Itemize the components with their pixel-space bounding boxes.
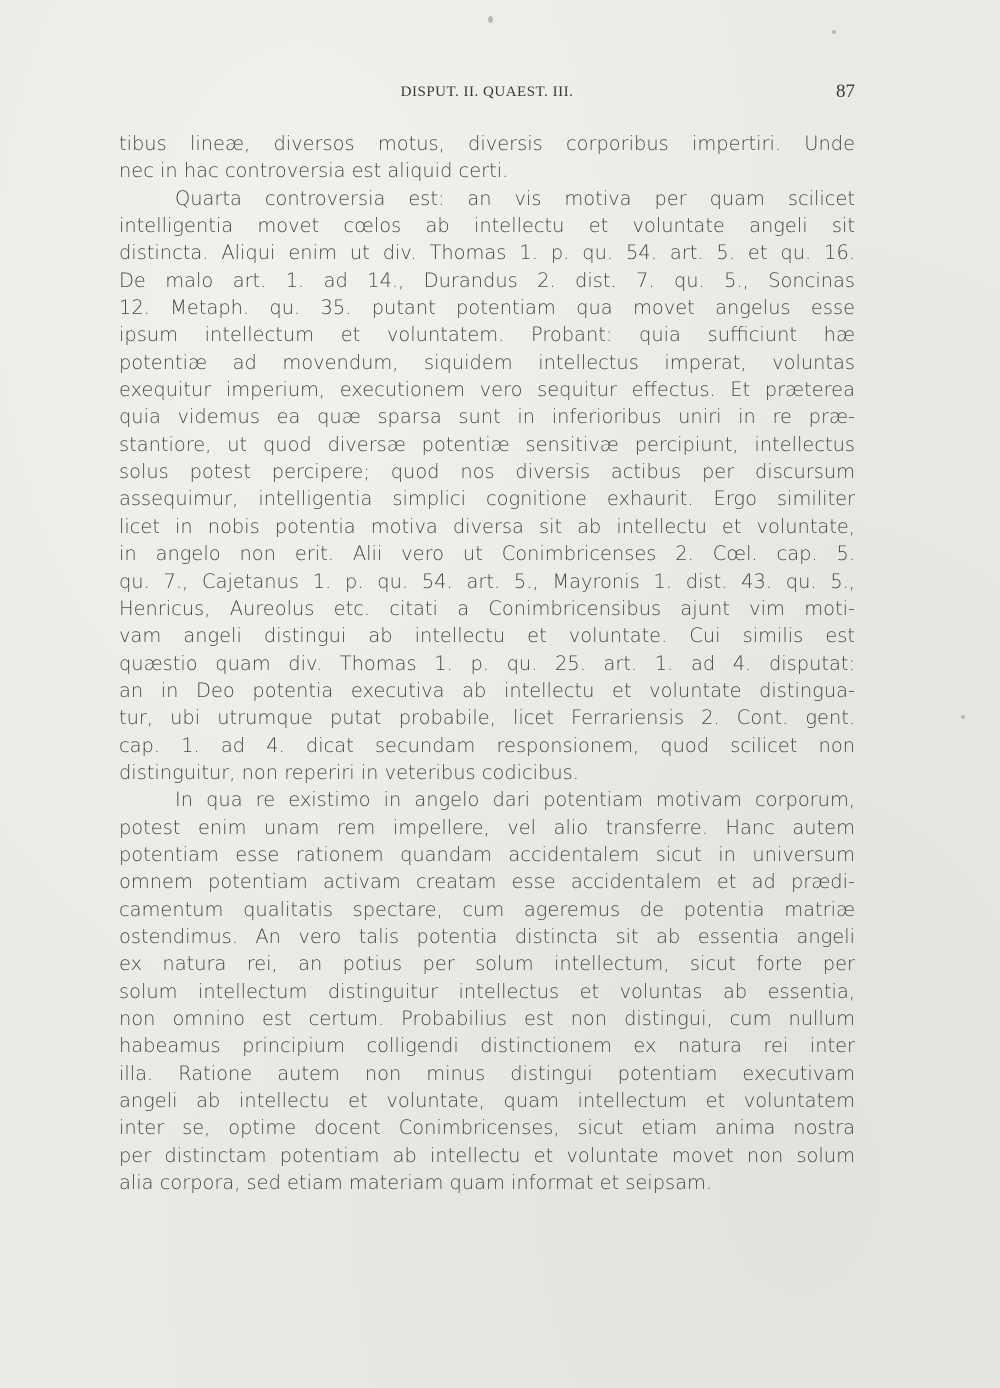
text-line: In qua re existimo in angelo dari potentiam motivam corporum, xyxy=(175,788,855,812)
text-line: stantiore, ut quod diversæ potentiæ sensitivæ percipiunt, intellectus xyxy=(119,432,855,456)
text-line: omnem potentiam activam creatam esse accidentalem et ad prædi- xyxy=(119,870,855,894)
text-line: licet in nobis potentia motiva diversa sit ab intellectu et voluntate, xyxy=(119,514,855,538)
text-line: in angelo non erit. Alii vero ut Conimbricenses 2. Cœl. cap. 5. xyxy=(119,542,855,566)
text-line: ipsum intellectum et voluntatem. Probant: quia sufficiunt hæ xyxy=(119,323,855,347)
text-line: illa. Ratione autem non minus distingui potentiam executivam xyxy=(119,1061,855,1085)
page-number: 87 xyxy=(836,81,855,102)
text-line: vam angeli distingui ab intellectu et voluntate. Cui similis est xyxy=(119,624,855,648)
text-line: quæstio quam div. Thomas 1. p. qu. 25. art. 1. ad 4. disputat: xyxy=(119,651,855,675)
text-line: ex natura rei, an potius per solum intellectum, sicut forte per xyxy=(119,952,855,976)
text-line: an in Deo potentia executiva ab intellectu et voluntate distingua- xyxy=(119,678,855,702)
text-line: alia corpora, sed etiam materiam quam informat et seipsam. xyxy=(119,1171,713,1195)
text-line: Henricus, Aureolus etc. citati a Conimbricensibus ajunt vim moti- xyxy=(119,596,855,620)
text-line: Quarta controversia est: an vis motiva per quam scilicet xyxy=(175,186,855,210)
text-line: angeli ab intellectu et voluntate, quam intellectum et voluntatem xyxy=(119,1089,855,1113)
text-line: intelligentia movet cœlos ab intellectu et voluntate angeli sit xyxy=(119,214,855,238)
text-line: inter se, optime docent Conimbricenses, sicut etiam anima nostra xyxy=(119,1116,855,1140)
text-line: De malo art. 1. ad 14., Durandus 2. dist. 7. qu. 5., Soncinas xyxy=(119,268,855,292)
text-line: per distinctam potentiam ab intellectu et voluntate movet non solum xyxy=(119,1143,855,1167)
text-line: habeamus principium colligendi distinctionem ex natura rei inter xyxy=(119,1034,855,1058)
text-line: potentiam esse rationem quandam accidentalem sicut in universum xyxy=(119,842,855,866)
text-line: exequitur imperium, executionem vero sequitur effectus. Et præterea xyxy=(119,378,855,402)
text-line: assequimur, intelligentia simplici cognitione exhaurit. Ergo similiter xyxy=(119,487,855,511)
text-line: distinguitur, non reperiri in veteribus codicibus. xyxy=(119,760,579,784)
text-line: potest enim unam rem impellere, vel alio transferre. Hanc autem xyxy=(119,815,855,839)
ink-speck xyxy=(488,16,493,23)
text-line: ostendimus. An vero talis potentia distincta sit ab essentia angeli xyxy=(119,924,855,948)
text-line: qu. 7., Cajetanus 1. p. qu. 54. art. 5., Mayronis 1. dist. 43. qu. 5., xyxy=(119,569,855,593)
ink-speck xyxy=(961,715,965,719)
text-line: cap. 1. ad 4. dicat secundam responsionem, quod scilicet non xyxy=(119,733,855,757)
text-line: tibus lineæ, diversos motus, diversis corporibus impertiri. Unde xyxy=(119,132,855,155)
text-line: non omnino est certum. Probabilius est non distingui, cum nullum xyxy=(119,1007,855,1030)
text-line: potentiæ ad movendum, siquidem intellectus imperat, voluntas xyxy=(119,350,855,374)
text-line: camentum qualitatis spectare, cum ageremus de potentia matriæ xyxy=(119,897,855,921)
body-text xyxy=(119,130,855,1196)
text-line: solus potest percipere; quod nos diversis actibus per discursum xyxy=(119,460,855,484)
ink-speck xyxy=(832,30,836,34)
text-line: distincta. Aliqui enim ut div. Thomas 1. p. qu. 54. art. 5. et qu. 16. xyxy=(119,241,855,265)
text-line: solum intellectum distinguitur intellectus et voluntas ab essentia, xyxy=(119,979,855,1003)
text-line: tur, ubi utrumque putat probabile, licet Ferrariensis 2. Cont. gent. xyxy=(119,706,855,730)
running-head xyxy=(119,81,855,108)
text-line: 12. Metaph. qu. 35. putant potentiam qua movet angelus esse xyxy=(119,296,855,320)
text-line: quia videmus ea quæ sparsa sunt in inferioribus uniri in re præ- xyxy=(119,405,855,429)
running-title: DISPUT. II. QUAEST. III. xyxy=(400,84,574,100)
text-line: nec in hac controversia est aliquid certi. xyxy=(119,159,509,183)
